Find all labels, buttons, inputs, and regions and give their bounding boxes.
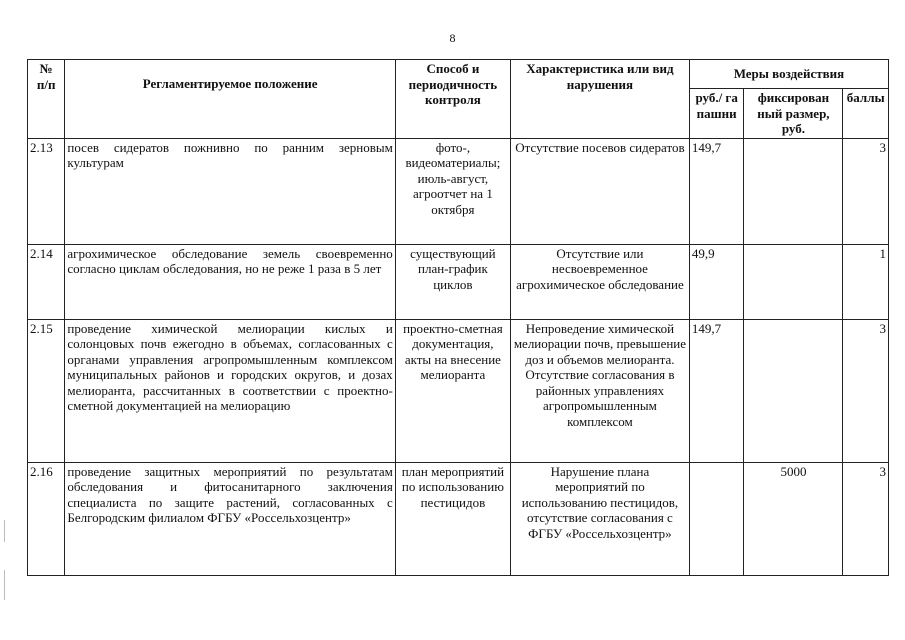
row-points: 3 [843, 462, 889, 575]
row-number: 2.16 [28, 462, 65, 575]
row-control: план мероприятий по использованию пестицидов [395, 462, 510, 575]
header-control-method: Способ и периодичность контроля [395, 60, 510, 139]
header-provision: Регламентируемое положение [65, 60, 395, 139]
row-fixed-amount [744, 138, 843, 244]
page-number: 8 [449, 31, 456, 45]
header-points: баллы [843, 89, 889, 139]
row-number: 2.15 [28, 319, 65, 462]
row-violation: Отсутствие посевов сидератов [511, 138, 690, 244]
row-fixed-amount [744, 319, 843, 462]
row-control: существующий план-график циклов [395, 244, 510, 319]
header-fixed-amount: фиксирован ный размер, руб. [744, 89, 843, 139]
row-rub-per-ha [689, 462, 744, 575]
regulation-table [27, 59, 889, 576]
table-row [28, 319, 889, 462]
scan-edge-mark [4, 570, 5, 600]
row-control: проектно-сметная документация, акты на внесение мелиоранта [395, 319, 510, 462]
row-provision: посев сидератов пожнивно по ранним зерновым культурам [65, 138, 395, 244]
row-number: 2.13 [28, 138, 65, 244]
header-violation: Характеристика или вид нарушения [511, 60, 690, 139]
row-fixed-amount [744, 244, 843, 319]
header-rub-per-ha: руб./ га пашни [689, 89, 744, 139]
table-row [28, 244, 889, 319]
row-violation: Нарушение плана мероприятий по использованию пестицидов, отсутствие согласования с ФГБУ «Россельхозцентр» [511, 462, 690, 575]
row-points: 3 [843, 138, 889, 244]
row-number: 2.14 [28, 244, 65, 319]
header-measures: Меры воздействия [689, 60, 888, 89]
row-control: фото-, видеоматериалы; июль-август, агроотчет на 1 октября [395, 138, 510, 244]
row-fixed-amount: 5000 [744, 462, 843, 575]
row-violation: Отсутствие или несвоевременное агрохимическое обследование [511, 244, 690, 319]
row-rub-per-ha: 149,7 [689, 319, 744, 462]
row-violation: Непроведение химической мелиорации почв, превышение доз и объемов мелиоранта. Отсутствие согласования в районных управлениях агропромышленным комплексом [511, 319, 690, 462]
table-row [28, 138, 889, 244]
header-number: № п/п [28, 60, 65, 139]
row-rub-per-ha: 149,7 [689, 138, 744, 244]
row-provision: проведение защитных мероприятий по результатам обследования и фитосанитарного заключения специалиста по защите растений, согласованных с Белгородским филиалом ФГБУ «Россельхозцентр» [65, 462, 395, 575]
scan-edge-mark [4, 520, 5, 542]
row-provision: проведение химической мелиорации кислых и солонцовых почв ежегодно в объемах, согласованных с органами управления агропромышленным комплексом муниципальных районов и городских округов, и дозах мелиоранта, рассчитанных в соответствии с проектно-сметной документацией на мелиорацию [65, 319, 395, 462]
row-points: 3 [843, 319, 889, 462]
row-points: 1 [843, 244, 889, 319]
table-row [28, 462, 889, 575]
row-provision: агрохимическое обследование земель своевременно согласно циклам обследования, но не реже 1 раза в 5 лет [65, 244, 395, 319]
row-rub-per-ha: 49,9 [689, 244, 744, 319]
